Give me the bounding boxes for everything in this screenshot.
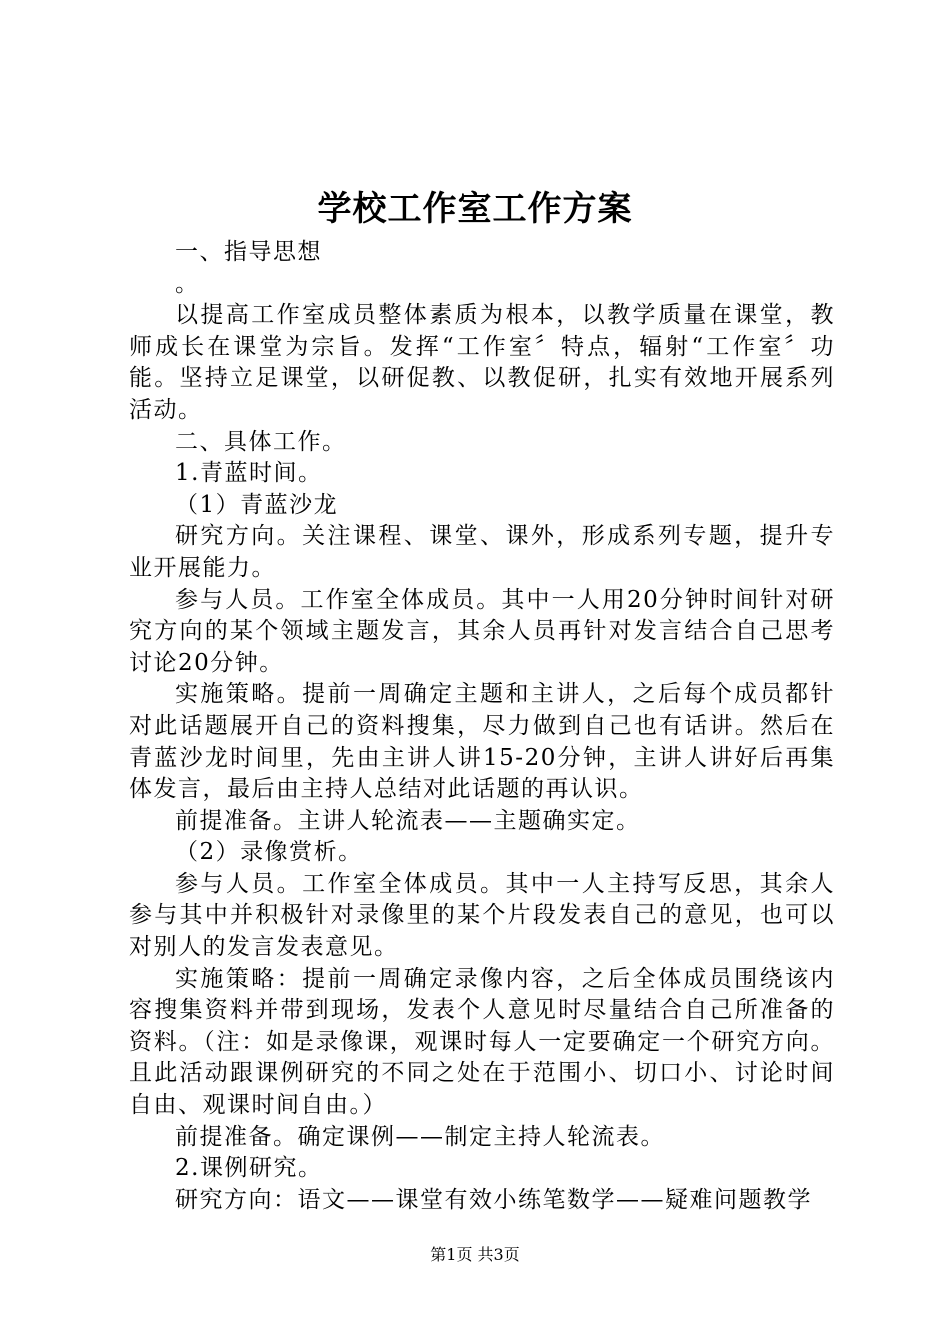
- heading-guiding-thought: 一、指导思想: [175, 239, 322, 265]
- document-body: [129, 237, 835, 1216]
- heading-case-study: 2.课例研究。: [175, 1155, 323, 1182]
- paragraph-participants-video: 参与人员。工作室全体成员。其中一人主持写反思，其余人参与其中并积极针对录像里的某个片段发表自己的意见，也可以对别人的发言发表意见。: [129, 870, 835, 961]
- paragraph-participants-salon: 参与人员。工作室全体成员。其中一人用20分钟时间针对研究方向的某个领域主题发言，其余人员再针对发言结合自己思考讨论20分钟。: [129, 586, 835, 676]
- heading-qinglan-salon: （1）青蓝沙龙: [175, 491, 339, 518]
- paragraph-stray-period: 。: [175, 270, 200, 297]
- paragraph-strategy-video: 实施策略：提前一周确定录像内容，之后全体成员围绕该内容搜集资料并带到现场，发表个人意见时尽量结合自己所准备的资料。（注：如是录像课，观课时每人一定要确定一个研究方向。且此活动跟课例研究的不同之处在于范围小、切口小、讨论时间自由、观课时间自由。）: [129, 965, 835, 1119]
- paragraph-prep-salon: 前提准备。主讲人轮流表——主题确实定。: [175, 807, 641, 834]
- heading-video-analysis: （2）录像赏析。: [175, 839, 363, 866]
- paragraph-research-direction: 研究方向。关注课程、课堂、课外，形成系列专题，提升专业开展能力。: [129, 523, 835, 581]
- heading-specific-work: 二、具体工作。: [175, 428, 347, 455]
- paragraph-prep-video: 前提准备。确定课例——制定主持人轮流表。: [175, 1123, 665, 1150]
- heading-qinglan-time: 1.青蓝时间。: [175, 460, 323, 487]
- paragraph-case-direction: 研究方向：语文——课堂有效小练笔数学——疑难问题教学: [175, 1186, 812, 1213]
- page-number-footer: 第1页 共3页: [430, 1245, 520, 1264]
- paragraph-strategy-salon: 实施策略。提前一周确定主题和主讲人，之后每个成员都针对此话题展开自己的资料搜集，尽力做到自己也有话讲。然后在青蓝沙龙时间里，先由主讲人讲15-20分钟，主讲人讲好后再集体发言，最后由主持人总结对此话题的再认识。: [129, 681, 835, 803]
- document-title: 学校工作室工作方案: [317, 189, 633, 229]
- paragraph-guiding-content: 以提高工作室成员整体素质为根本，以教学质量在课堂，教师成长在课堂为宗旨。发挥“工作室〞特点，辐射“工作室〞功能。坚持立足课堂，以研促教、以教促研，扎实有效地开展系列活动。: [129, 302, 835, 423]
